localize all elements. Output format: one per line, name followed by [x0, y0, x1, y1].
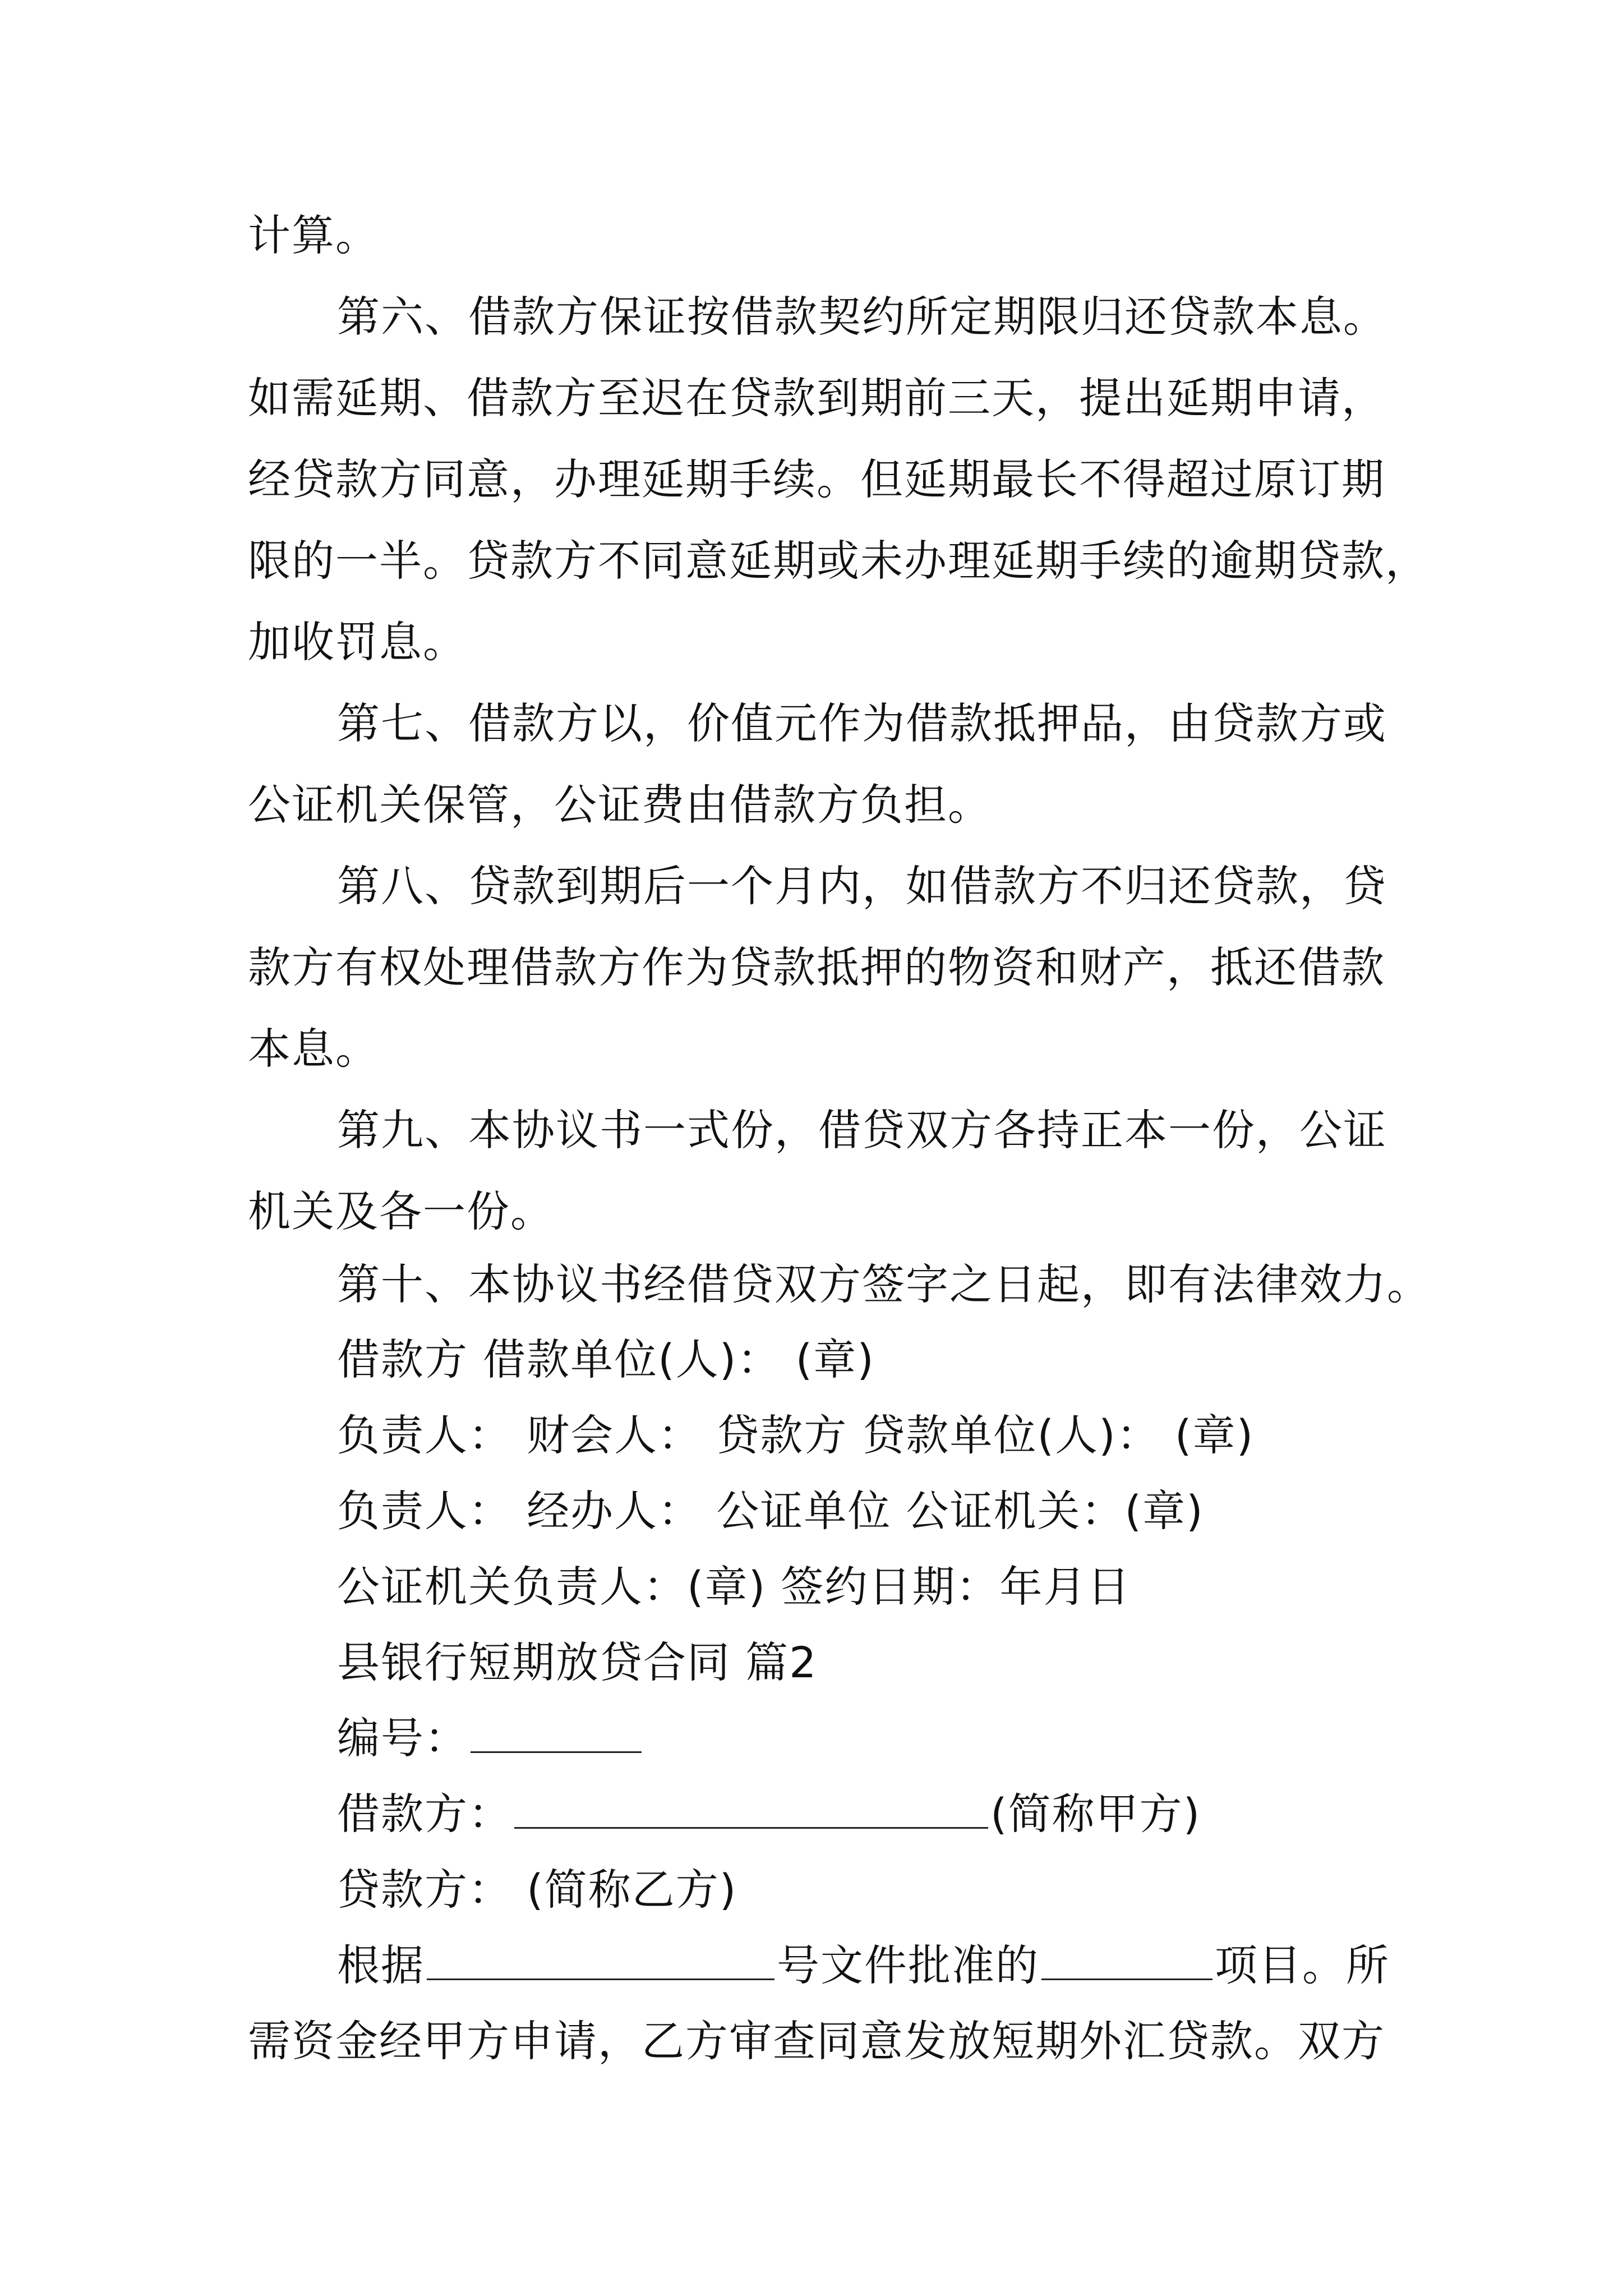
- text-line: 公证机关保管，公证费由借款方负担。: [248, 780, 992, 830]
- article-8-heading: 第八、贷款到期后一个月内，如借款方不归还贷款，贷: [337, 861, 1387, 911]
- article-9-heading: 第九、本协议书一式份，借贷双方各持正本一份，公证: [337, 1105, 1387, 1155]
- article-6-heading: 第六、借款方保证按借款契约所定期限归还贷款本息。: [337, 292, 1387, 342]
- borrower-suffix: (简称甲方): [990, 1789, 1201, 1839]
- text-line: 本息。: [248, 1024, 379, 1074]
- signature-line-lender: 负责人： 财会人： 贷款方 贷款单位(人)： (章): [337, 1410, 1255, 1460]
- contract-number-row: [0, 1711, 1623, 1765]
- text-line: 需资金经甲方申请，乙方审查同意发放短期外汇贷款。双方: [248, 2016, 1385, 2066]
- borrower-row: [0, 1787, 1623, 1841]
- basis-mid: 号文件批准的: [777, 1940, 1039, 1990]
- text-line: 计算。: [248, 210, 379, 260]
- contract-number-blank[interactable]: [471, 1712, 642, 1753]
- signature-line-date: 公证机关负责人：(章) 签约日期：年月日: [337, 1562, 1131, 1612]
- lender-row: 贷款方： (简称乙方): [337, 1865, 737, 1915]
- document-number-blank[interactable]: [427, 1939, 774, 1980]
- text-line: 如需延期、借款方至迟在贷款到期前三天，提出延期申请，: [248, 373, 1385, 423]
- contract-number-label: 编号：: [337, 1713, 468, 1763]
- article-10-heading: 第十、本协议书经借贷双方签字之日起，即有法律效力。: [337, 1259, 1431, 1309]
- basis-row: [0, 1939, 1623, 1993]
- text-line: 加收罚息。: [248, 617, 467, 667]
- text-line: 款方有权处理借款方作为贷款抵押的物资和财产，抵还借款: [248, 942, 1385, 992]
- signature-line-notary: 负责人： 经办人： 公证单位 公证机关：(章): [337, 1486, 1204, 1536]
- text-line: 机关及各一份。: [248, 1186, 554, 1236]
- section-title: 县银行短期放贷合同 篇2: [337, 1637, 818, 1687]
- project-blank[interactable]: [1041, 1939, 1212, 1980]
- signature-line-borrower: 借款方 借款单位(人)： (章): [337, 1335, 875, 1384]
- text-line: 限的一半。贷款方不同意延期或未办理延期手续的逾期贷款，: [248, 536, 1429, 586]
- basis-prefix: 根据: [337, 1940, 425, 1990]
- article-7-heading: 第七、借款方以，价值元作为借款抵押品，由贷款方或: [337, 698, 1387, 748]
- borrower-blank[interactable]: [514, 1788, 988, 1829]
- borrower-label: 借款方：: [337, 1789, 512, 1839]
- text-line: 经贷款方同意，办理延期手续。但延期最长不得超过原订期: [248, 454, 1385, 504]
- basis-suffix: 项目。所: [1215, 1940, 1390, 1990]
